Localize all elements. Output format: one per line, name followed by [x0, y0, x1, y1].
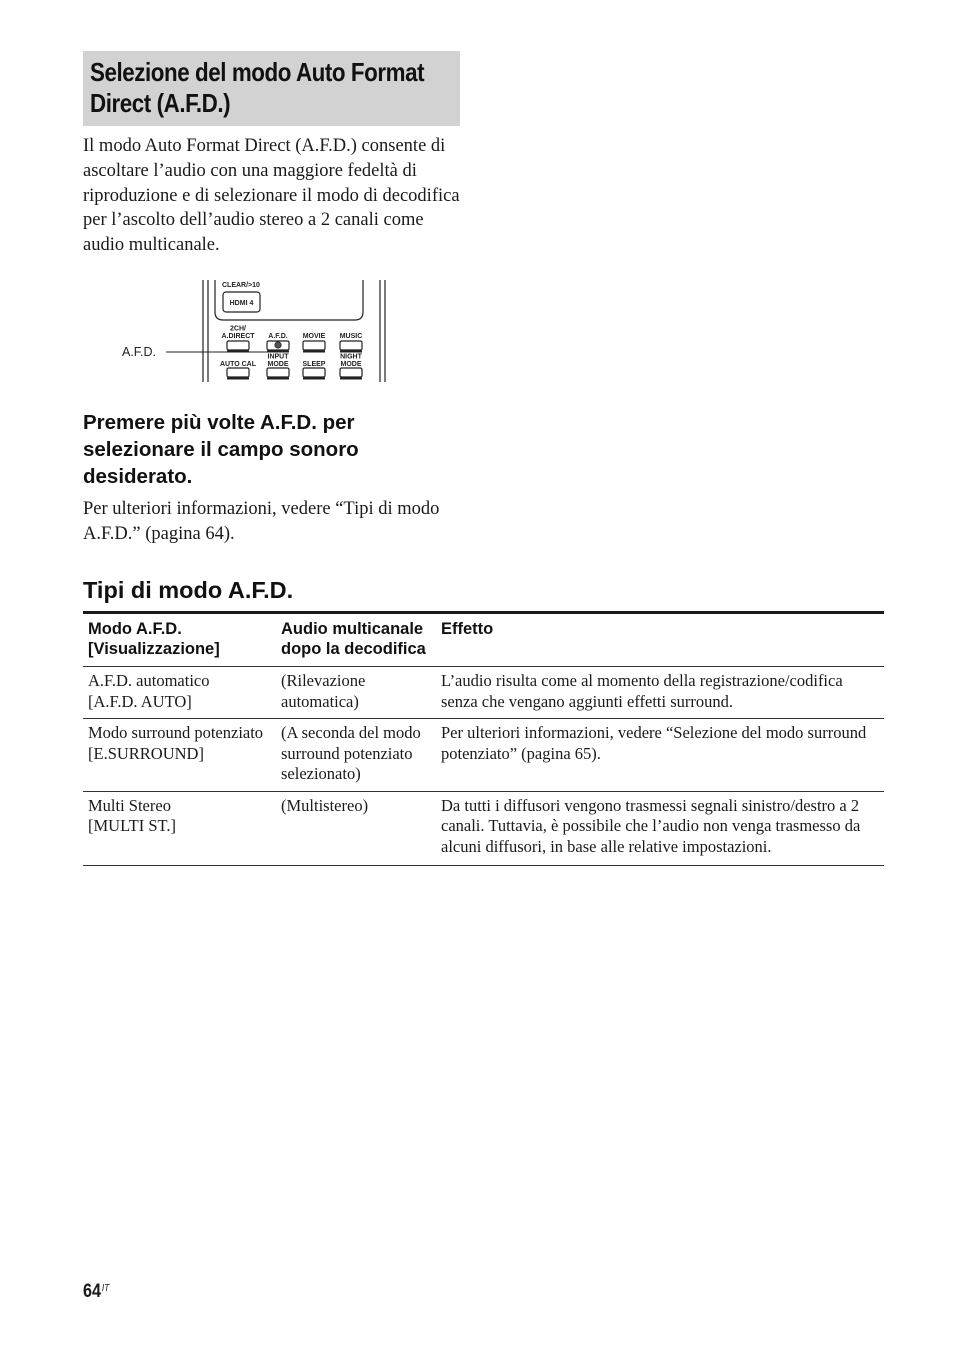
- remote-button-label: AUTO CAL: [219, 361, 257, 368]
- afd-callout-label: A.F.D.: [122, 345, 157, 359]
- header-audio: Audio multicanale dopo la decodifica: [276, 614, 437, 667]
- remote-button-label: A.DIRECT: [221, 333, 255, 340]
- table-row: [83, 667, 884, 719]
- button-row-1: [221, 326, 362, 352]
- cell-mode: Modo surround potenziato [E.SURROUND]: [83, 719, 276, 792]
- step-body: Per ulteriori informazioni, vedere “Tipi di modo A.F.D.” (pagina 64).: [83, 499, 440, 544]
- remote-control-illustration: [118, 278, 390, 386]
- cell-mode: A.F.D. automatico [A.F.D. AUTO]: [83, 667, 276, 719]
- remote-button-label: MUSIC: [339, 333, 363, 340]
- remote-button-r1-3: [340, 341, 362, 350]
- cell-effect: Da tutti i diffusori vengono trasmessi segnali sinistro/destro a 2 canali. Tuttavia, è possibile che l’audio non venga trasmesso da alcuni diffusori, in base alle relative impostazioni.: [437, 791, 884, 866]
- table-row: [83, 791, 884, 866]
- remote-button-r1-2: [303, 341, 325, 350]
- afd-modes-table: [83, 614, 884, 866]
- cell-audio: (Multistereo): [276, 791, 437, 866]
- remote-button-label: 2CH/: [230, 325, 246, 333]
- cell-effect: L’audio risulta come al momento della registrazione/codifica senza che vengano aggiunti effetti surround.: [437, 667, 884, 719]
- step-heading: Premere più volte A.F.D. per selezionare il campo sonoro desiderato.: [83, 411, 359, 488]
- remote-button-label: A.F.D.: [268, 333, 288, 340]
- table-row: [83, 719, 884, 792]
- remote-button-label: INPUT: [267, 353, 289, 361]
- remote-button-r2-1: [267, 368, 289, 377]
- remote-button-r2-0: [227, 368, 249, 377]
- remote-button-label: MODE: [340, 361, 362, 368]
- page-lang: IT: [101, 1283, 110, 1294]
- table-section-title: Tipi di modo A.F.D.: [83, 577, 294, 603]
- remote-button-r1-0: [227, 341, 249, 350]
- afd-button-indicator: [275, 342, 281, 348]
- header-effect: Effetto: [437, 614, 884, 667]
- remote-button-r2-3: [340, 368, 362, 377]
- section-heading-box: [83, 51, 460, 126]
- hdmi4-label: HDMI 4: [229, 300, 254, 307]
- table-header-row: [83, 614, 884, 667]
- cell-mode: Multi Stereo [MULTI ST.]: [83, 791, 276, 866]
- remote-button-label: SLEEP: [302, 361, 326, 368]
- page-number: $64^{IT}$: [83, 1281, 110, 1302]
- remote-button-label: MODE: [267, 361, 289, 368]
- header-mode: Modo A.F.D. [Visualizzazione]: [83, 614, 276, 667]
- remote-button-label: NIGHT: [340, 353, 362, 361]
- remote-button-r2-2: [303, 368, 325, 377]
- clear-label: CLEAR/>10: [222, 282, 260, 289]
- cell-audio: (A seconda del modo surround potenziato selezionato): [276, 719, 437, 792]
- section-heading: Selezione del modo Auto Format Direct (A.F.D.): [90, 57, 425, 118]
- cell-audio: (Rilevazione automatica): [276, 667, 437, 719]
- cell-effect: Per ulteriori informazioni, vedere “Selezione del modo surround potenziato” (pagina 65).: [437, 719, 884, 792]
- button-row-2: [220, 354, 363, 379]
- remote-button-label: MOVIE: [302, 333, 326, 340]
- intro-paragraph: Il modo Auto Format Direct (A.F.D.) consente di ascoltare l’audio con una maggiore fedeltà di riproduzione e di selezionare il modo di decodifica per l’ascolto dell’audio stereo a 2 canali come audio multicanale.: [83, 136, 460, 256]
